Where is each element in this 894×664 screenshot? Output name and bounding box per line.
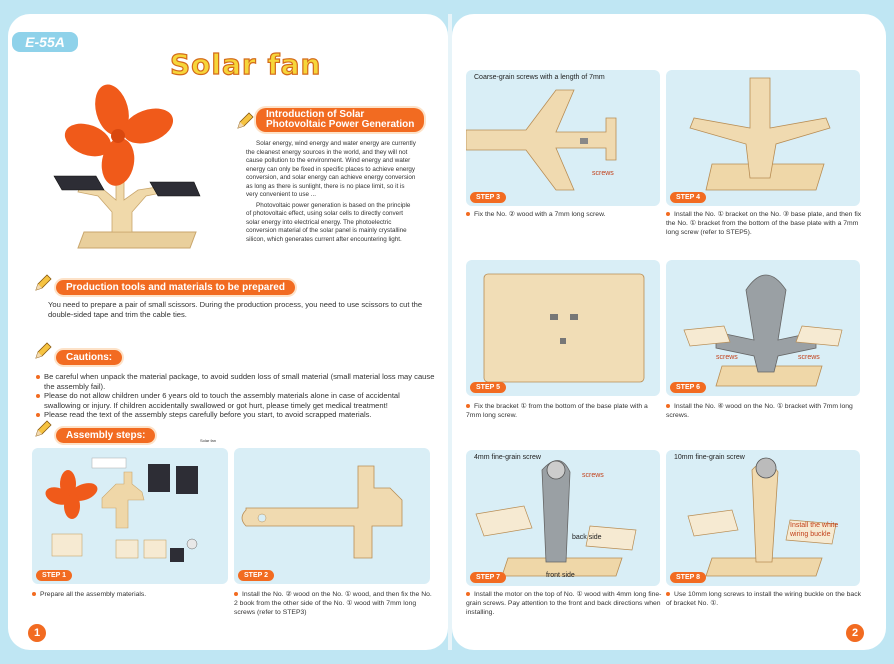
page-number-right: 2 — [846, 624, 864, 642]
step5-caption-text: Fix the bracket ① from the bottom of the base plate with a 7mm long screw. — [466, 403, 648, 419]
step6-screws-annotation-left: screws — [716, 354, 738, 361]
cautions-list — [36, 372, 436, 420]
step3-caption — [466, 210, 662, 219]
step7-label: 4mm fine-grain screw — [474, 454, 541, 461]
intro-heading — [256, 108, 424, 132]
step4-bracket-illustration — [666, 70, 860, 206]
step4-caption — [666, 210, 866, 237]
pencil-icon — [34, 274, 52, 292]
step3-wood-illustration — [466, 70, 660, 206]
step1-caption — [32, 590, 228, 599]
bullet-icon — [466, 212, 470, 216]
step8-badge: STEP 8 — [670, 572, 706, 583]
step2-caption — [234, 590, 434, 617]
intro-heading-line1: Introduction of Solar — [266, 109, 365, 120]
step7-screws-annotation: screws — [582, 472, 604, 479]
bullet-icon — [32, 592, 36, 596]
intro-paragraph-2: Photovoltaic power generation is based on the principle of photovoltaic effect, using solar cells to directly convert solar energy into electrical energy. The photoelectric conversion material of the solar panel is mainly crystalline silicon, which generates current after encountering light. — [246, 201, 411, 243]
bullet-icon — [234, 592, 238, 596]
step4-caption-text: Install the No. ① bracket on the No. ③ base plate, and then fix the No. ① bracket from the bottom of the base plate with a 7mm long screw (refer to STEP5). — [666, 211, 862, 236]
side-label-right: Solar fan — [871, 492, 886, 548]
step8-caption — [666, 590, 862, 608]
step8-photo — [666, 450, 860, 586]
tiny-label: Solar fan — [200, 438, 217, 443]
step5-baseplate-illustration — [466, 260, 660, 396]
step4-badge: STEP 4 — [670, 192, 706, 203]
step1-photo — [32, 448, 228, 584]
step8-annotation-line1: Install the white — [790, 522, 839, 529]
step4-photo — [666, 70, 860, 206]
step2-photo — [234, 448, 430, 584]
step1-badge: STEP 1 — [36, 570, 72, 581]
pencil-icon — [236, 112, 254, 130]
step2-badge: STEP 2 — [238, 570, 274, 581]
step7-motor-illustration — [466, 450, 660, 586]
step5-photo — [466, 260, 660, 396]
intro-heading-line2: Photovoltaic Power Generation — [266, 119, 415, 130]
page-gutter — [448, 14, 452, 650]
step3-screws-annotation: screws — [592, 170, 614, 177]
assembly-heading: Assembly steps: — [56, 428, 155, 443]
bullet-icon — [666, 592, 670, 596]
step8-caption-text: Use 10mm long screws to install the wiring buckle on the back of bracket No. ①. — [666, 591, 862, 607]
step2-wood-illustration — [234, 448, 430, 584]
bullet-icon — [466, 592, 470, 596]
step8-label: 10mm fine-grain screw — [674, 454, 745, 461]
step1-materials-illustration — [32, 448, 228, 584]
step5-caption — [466, 402, 662, 420]
step6-caption — [666, 402, 862, 420]
step6-caption-text: Install the No. ④ wood on the No. ① bracket with 7mm long screws. — [666, 403, 853, 419]
step7-caption — [466, 590, 662, 617]
step6-photo — [666, 260, 860, 396]
production-text: You need to prepare a pair of small scissors. During the production process, you need to use scissors to cut the double-sided tape and trim the cable ties. — [48, 300, 423, 319]
caution-item: Be careful when unpack the material package, to avoid sudden loss of small material (small material loss may cause the assembly fail). — [36, 372, 436, 391]
step7-front-side-label: front side — [546, 572, 575, 579]
intro-body — [246, 140, 416, 246]
pencil-icon — [34, 420, 52, 438]
cautions-heading: Cautions: — [56, 350, 122, 365]
step6-badge: STEP 6 — [670, 382, 706, 393]
production-heading: Production tools and materials to be prepared — [56, 280, 295, 295]
intro-paragraph-1: Solar energy, wind energy and water energy are currently the cleanest energy sources in the world, and they will not cause pollution to the environment. Wind energy and water energy can only be fixed in specific places to achieve energy conversion, and solar energy can achieve energy conversion as long as there is sunlight, there is no place limit, so it is very convenient to use ... — [246, 140, 416, 198]
step1-caption-text: Prepare all the assembly materials. — [40, 591, 147, 598]
pencil-icon — [34, 342, 52, 360]
step3-label: Coarse-grain screws with a length of 7mm — [474, 74, 605, 81]
step7-caption-text: Install the motor on the top of No. ① wood with 4mm long fine-grain screws. Pay attention to the front and back directions when installing. — [466, 591, 662, 616]
step3-badge: STEP 3 — [470, 192, 506, 203]
bullet-icon — [466, 404, 470, 408]
step8-annotation-line2: wiring buckle — [790, 531, 831, 538]
step7-badge: STEP 7 — [470, 572, 506, 583]
step3-photo — [466, 70, 660, 206]
step2-caption-text: Install the No. ② wood on the No. ① wood, and then fix the No. 2 book from the other side of the No. ① wood with 7mm long screws (refer to STEP3) — [234, 591, 432, 616]
side-label-left: Solar fan — [15, 492, 30, 548]
step5-badge: STEP 5 — [470, 382, 506, 393]
caution-item: Please do not allow children under 6 years old to touch the assembly materials alone in case of accidental swallowing or injury. If children accidentally swallowed or got hurt, please timely get medical treatment! — [36, 391, 436, 410]
page-number-left: 1 — [28, 624, 46, 642]
bullet-icon — [666, 212, 670, 216]
step8-wiring-illustration — [666, 450, 860, 586]
page-title: Solar fan — [170, 48, 322, 81]
step6-bracket-illustration — [666, 260, 860, 396]
caution-item: Please read the text of the assembly steps carefully before you start, to avoid scrapped materials. — [36, 410, 436, 420]
bullet-icon — [666, 404, 670, 408]
step6-screws-annotation-right: screws — [798, 354, 820, 361]
step7-photo — [466, 450, 660, 586]
step7-back-side-label: back side — [572, 534, 602, 541]
step3-caption-text: Fix the No. ② wood with a 7mm long screw. — [474, 211, 606, 218]
product-code: E-55A — [12, 32, 78, 52]
